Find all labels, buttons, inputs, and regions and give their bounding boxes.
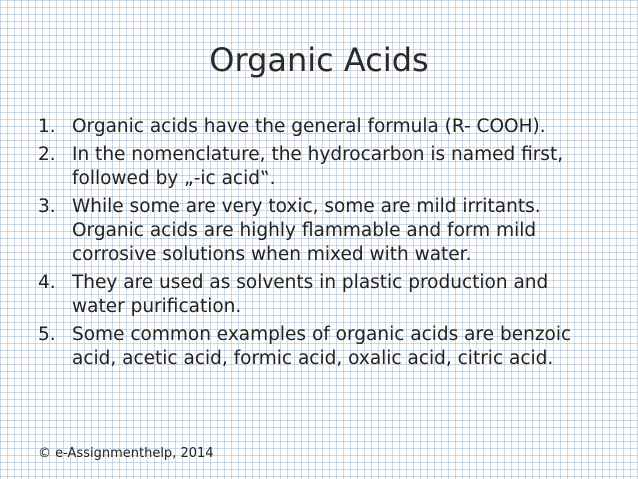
list-item-number: 2. (38, 144, 56, 165)
slide-title: Organic Acids (209, 41, 429, 79)
list-item (38, 143, 598, 191)
list-item (38, 271, 598, 319)
list-item-number: 1. (38, 116, 56, 137)
copyright-footer: © e-Assignmenthelp, 2014 (38, 446, 214, 461)
list-item-number: 3. (38, 196, 56, 217)
list-item-number: 4. (38, 272, 56, 293)
list-item-text: Some common examples of organic acids are benzoic acid, acetic acid, formic acid, oxalic acid, citric acid. (72, 324, 572, 369)
list-item-text: While some are very toxic, some are mild irritants. Organic acids are highly flammable and form mild corrosive solutions when mixed with water. (72, 196, 541, 265)
list-item-text: In the nomenclature, the hydrocarbon is named first, followed by „-ic acid‟. (72, 144, 564, 189)
list-item-number: 5. (38, 324, 56, 345)
numbered-list (38, 115, 598, 375)
list-item (38, 115, 598, 139)
list-item-text: They are used as solvents in plastic production and water purification. (72, 272, 549, 317)
list-item (38, 323, 598, 371)
list-item-text: Organic acids have the general formula (R- COOH). (72, 116, 546, 137)
list-item (38, 195, 598, 267)
